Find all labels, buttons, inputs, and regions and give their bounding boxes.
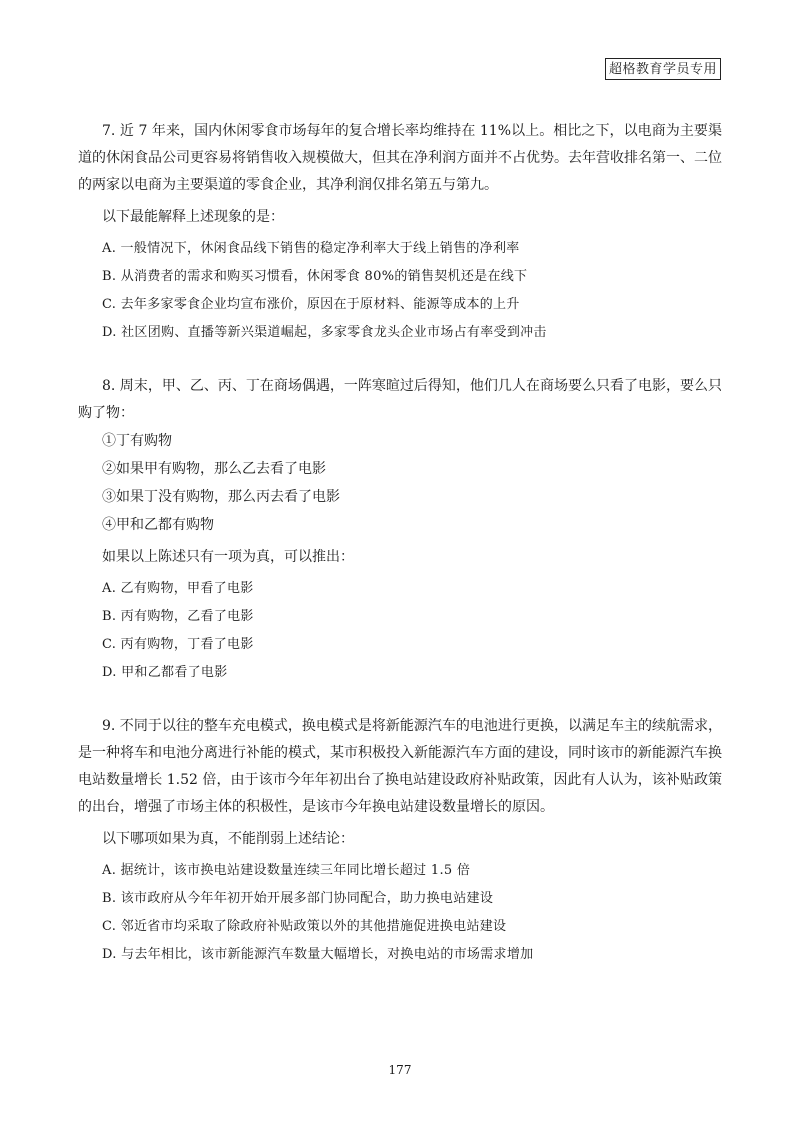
premise-4: ④甲和乙都有购物 — [102, 517, 214, 533]
option-d: D. 甲和乙都看了电影 — [102, 665, 228, 680]
option-b: B. 丙有购物，乙看了电影 — [102, 609, 254, 624]
option-c: C. 丙有购物，丁看了电影 — [102, 637, 254, 652]
option-b: B. 从消费者的需求和购买习惯看，休闲零食 80%的销售契机还是在线下 — [102, 269, 528, 284]
premise-1: ①丁有购物 — [102, 433, 172, 449]
premise-2: ②如果甲有购物，那么乙去看了电影 — [102, 461, 326, 477]
question-prompt: 如果以上陈述只有一项为真，可以推出： — [102, 549, 354, 565]
question-8 — [78, 373, 722, 687]
premise-3: ③如果丁没有购物，那么丙去看了电影 — [102, 489, 340, 505]
option-d: D. 与去年相比，该市新能源汽车数量大幅增长，对换电站的市场需求增加 — [102, 947, 534, 962]
header-label-box: 超格教育学员专用 — [605, 58, 721, 80]
question-7 — [78, 118, 722, 347]
document-body — [78, 118, 722, 995]
question-9 — [78, 713, 722, 969]
question-prompt: 以下最能解释上述现象的是： — [102, 209, 284, 225]
option-a: A. 一般情况下，休闲食品线下销售的稳定净利率大于线上销售的净利率 — [102, 241, 520, 256]
option-a: A. 据统计，该市换电站建设数量连续三年同比增长超过 1.5 倍 — [102, 863, 471, 878]
page-number: 177 — [388, 1063, 412, 1077]
option-a: A. 乙有购物，甲看了电影 — [102, 581, 254, 596]
question-prompt: 以下哪项如果为真，不能削弱上述结论： — [102, 831, 354, 847]
question-stem: 9. 不同于以往的整车充电模式，换电模式是将新能源汽车的电池进行更换，以满足车主的续航需求，是一种将车和电池分离进行补能的模式，某市积极投入新能源汽车方面的建设，同时该市的新能源汽车换电站数量增长 1.52 倍，由于该市今年年初出台了换电站建设政府补贴政策，因此有人认为，该补贴政策的出台，增强了市场主体的积极性，是该市今年换电站建设数量增长的原因。 — [78, 718, 722, 815]
option-c: C. 邻近省市均采取了除政府补贴政策以外的其他措施促进换电站建设 — [102, 919, 507, 934]
question-stem: 8. 周末，甲、乙、丙、丁在商场偶遇，一阵寒暄过后得知，他们几人在商场要么只看了电影，要么只购了物： — [78, 378, 722, 421]
option-c: C. 去年多家零食企业均宣布涨价，原因在于原材料、能源等成本的上升 — [102, 297, 520, 312]
question-stem: 7. 近 7 年来，国内休闲零食市场每年的复合增长率均维持在 11%以上。相比之下，以电商为主要渠道的休闲食品公司更容易将销售收入规模做大，但其在净利润方面并不占优势。去年营收排名第一、二位的两家以电商为主要渠道的零食企业，其净利润仅排名第五与第九。 — [78, 123, 722, 193]
option-d: D. 社区团购、直播等新兴渠道崛起，多家零食龙头企业市场占有率受到冲击 — [102, 325, 547, 340]
option-b: B. 该市政府从今年年初开始开展多部门协同配合，助力换电站建设 — [102, 891, 494, 906]
